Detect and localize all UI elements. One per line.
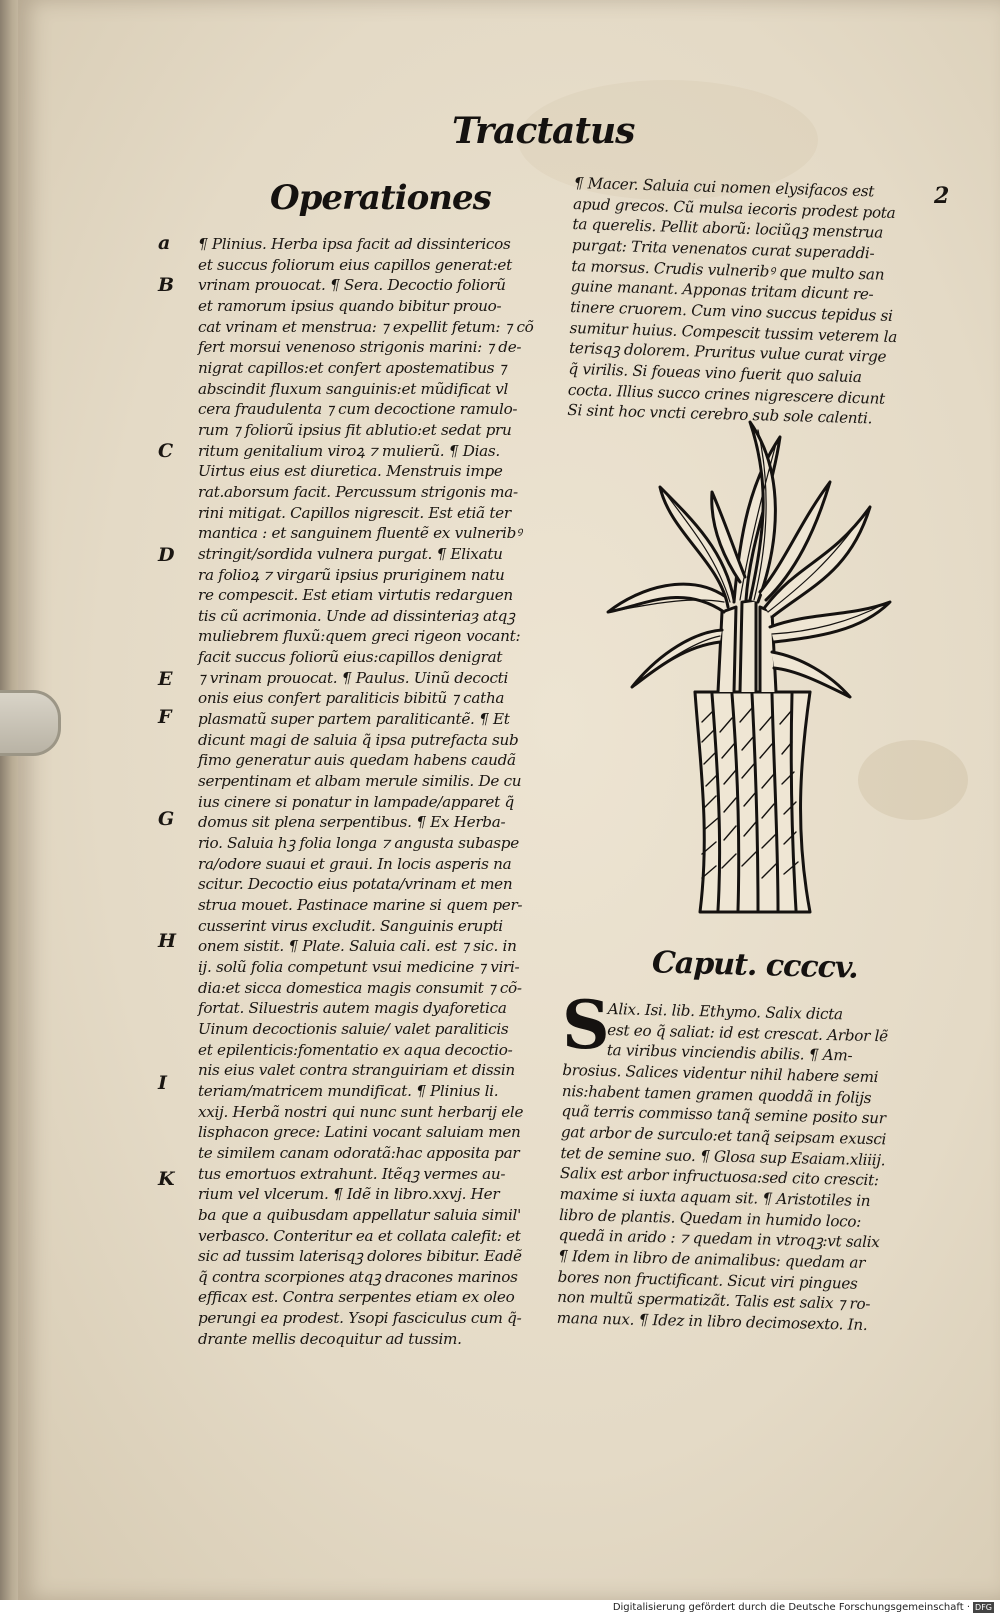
text-line: cat vrinam et menstrua: ⁊ expellit fetum: ⁊ cõ xyxy=(198,317,534,336)
text-line: gat arbor de surculo:et tanq̃ seipsam exusci xyxy=(560,1122,887,1149)
text-line: quã terris commisso tanq̃ semine posito sur xyxy=(561,1102,886,1128)
text-line: purgat: Trita venenatos curat superaddi- xyxy=(571,235,875,263)
text-line: fortat. Siluestris autem magis dyaforetica xyxy=(198,999,507,1018)
text-line: abscindit fluxum sanguinis:et mũdificat vl xyxy=(198,379,509,398)
chapter-heading: Caput. ccccv. xyxy=(651,945,859,986)
marginal-letter-e: E xyxy=(158,668,173,690)
text-line: tis cũ acrimonia. Unde ad dissinteriaȝ atqꝫ xyxy=(198,606,515,625)
text-line: serpentinam et albam merule similis. De cu xyxy=(198,772,522,791)
marginal-letter-f: F xyxy=(158,706,172,728)
text-line: ta querelis. Pellit aborũ: lociũqꝫ menstrua xyxy=(572,215,884,242)
text-line: drante mellis decoquitur ad tussim. xyxy=(198,1329,462,1348)
text-line: verbasco. Conteritur ea et collata calefit: et xyxy=(198,1226,521,1245)
marginal-letter-i: I xyxy=(158,1072,167,1094)
text-line: vrinam prouocat. ¶ Sera. Decoctio foliorũ xyxy=(198,276,506,295)
text-line: ⁊ vrinam prouocat. ¶ Paulus. Uinũ decocti xyxy=(198,668,509,687)
text-line: Alix. Isi. lib. Ethymo. Salix dicta xyxy=(607,999,844,1024)
text-line: rium vel vlcerum. ¶ Idẽ in libro.xxvj. Her xyxy=(198,1185,500,1204)
text-line: Si sint hoc vncti cerebro sub sole calenti. xyxy=(567,401,873,428)
text-line: rat.aborsum facit. Percussum strigonis ma- xyxy=(198,482,518,501)
text-line: Uirtus eius est diuretica. Menstruis impe xyxy=(198,462,503,481)
text-line: apud grecos. Cũ mulsa iecoris prodest pota xyxy=(572,194,896,222)
text-line: cusserint virus excludit. Sanguinis erupti xyxy=(198,916,503,935)
text-line: q̃ contra scorpiones atqꝫ dracones marinos xyxy=(198,1267,518,1286)
text-line: tinere cruorem. Cum vino succus tepidus si xyxy=(570,297,893,325)
text-line: muliebrem fluxũ:quem greci rigeon vocant: xyxy=(198,627,521,646)
text-line: tet de semine suo. ¶ Glosa sup Esaiam.xliiij. xyxy=(560,1143,886,1169)
text-line: plasmatũ super partem paraliticantẽ. ¶ Et xyxy=(198,710,510,729)
text-line: stringit/sordida vulnera purgat. ¶ Elixatu xyxy=(198,544,503,563)
text-line: et epilenticis:fomentatio ex aqua decoctio- xyxy=(198,1040,513,1059)
text-line: ij. solũ folia competunt vsui medicine ⁊ viri- xyxy=(198,957,520,976)
right-column-bottom-text xyxy=(557,998,924,1337)
text-line: maxime si iuxta aquam sit. ¶ Aristotiles in xyxy=(559,1184,871,1210)
text-line: rio. Saluia hꝫ folia longa ⁊ angusta subaspe xyxy=(198,834,519,853)
running-title: Tractatus xyxy=(452,110,635,152)
text-line: rum ⁊ foliorũ ipsius fit ablutio:et sedat pru xyxy=(198,420,512,439)
text-line: cera fraudulenta ⁊ cum decoctione ramulo- xyxy=(198,400,518,419)
marginal-letter-h: H xyxy=(158,930,176,952)
marginal-letter-right: 2 xyxy=(934,183,950,209)
text-line: sumitur huius. Compescit tussim veterem la xyxy=(569,318,898,346)
text-line: q̃ virilis. Si foueas vino fuerit quo saluia xyxy=(568,359,862,387)
text-line: ba que a quibusdam appellatur saluia simil' xyxy=(198,1205,521,1224)
text-line: onem sistit. ¶ Plate. Saluia cali. est ⁊ sic. in xyxy=(198,937,517,956)
text-line: domus sit plena serpentibus. ¶ Ex Herba- xyxy=(198,813,506,832)
text-line: nigrat capillos:et confert apostematibus ⁊ xyxy=(198,358,506,377)
text-line: non multũ spermatizãt. Talis est salix ⁊ ro- xyxy=(557,1288,871,1314)
text-line: ra folioꝝ ⁊ virgarũ ipsius pruriginem natu xyxy=(198,565,505,584)
text-line: ¶ Idem in libro de animalibus: quedam ar xyxy=(557,1246,866,1272)
text-line: fimo generatur auis quedam habens caudã xyxy=(198,751,516,770)
text-line: efficax est. Contra serpentes etiam ex oleo xyxy=(198,1288,515,1307)
text-line: facit succus foliorũ eius:capillos denigrat xyxy=(198,648,503,667)
salvia-woodcut-illustration xyxy=(600,412,900,932)
drop-cap-initial: S xyxy=(562,986,610,1064)
text-line: scitur. Decoctio eius potata/vrinam et men xyxy=(198,875,513,894)
section-heading-operationes: Operationes xyxy=(270,178,491,218)
marginal-letter-b: B xyxy=(158,274,175,296)
page-clip xyxy=(0,690,61,756)
text-line: bores non fructificant. Sicut viri pingues xyxy=(557,1267,858,1293)
text-line: mana nux. ¶ Idez in libro decimosexto. In. xyxy=(556,1308,868,1334)
text-line: perungi ea prodest. Ysopi fasciculus cum q̃- xyxy=(198,1309,522,1328)
text-line: Uinum decoctionis saluie/ valet paraliticis xyxy=(198,1019,509,1038)
text-line: ta viribus vinciendis abilis. ¶ Am- xyxy=(606,1041,853,1065)
text-line: ius cinere si ponatur in lampade/apparet q̃ xyxy=(198,792,514,811)
text-line: ra/odore suaui et graui. In locis asperis na xyxy=(198,854,512,873)
text-line: ta morsus. Crudis vulneribꝰ que multo san xyxy=(571,256,885,284)
text-line: sic ad tussim laterisqꝫ dolores bibitur. Eadẽ xyxy=(198,1247,522,1266)
digitization-footer xyxy=(0,1600,1000,1616)
dfg-logo: DFG xyxy=(975,1602,992,1612)
text-line: nis:habent tamen gramen quoddã in folijs xyxy=(561,1081,872,1107)
text-line: brosius. Salices videntur nihil habere semi xyxy=(562,1060,879,1087)
text-line: ¶ Plinius. Herba ipsa facit ad dissintericos xyxy=(198,235,511,253)
text-line: et succus foliorum eius capillos generat:et xyxy=(198,255,512,274)
marginal-letter-a: a xyxy=(158,232,171,254)
marginal-letter-k: K xyxy=(158,1168,175,1190)
text-line: et ramorum ipsius quando bibitur prouo- xyxy=(198,296,502,315)
text-line: teriam/matricem mundificat. ¶ Plinius li. xyxy=(198,1081,499,1100)
text-line: terisqꝫ dolorem. Pruritus vulue curat virge xyxy=(568,339,887,367)
marginal-letter-g: G xyxy=(158,808,175,830)
right-column-top-text xyxy=(567,173,934,431)
text-line: guine manant. Apponas tritam dicunt re- xyxy=(570,277,874,304)
text-line: mantica : et sanguinem fluentẽ ex vulneribꝰ xyxy=(198,524,522,543)
text-line: lisphacon grece: Latini vocant saluiam men xyxy=(198,1123,521,1142)
text-line: quedã in arido : ⁊ quedam in vtroqꝫ:vt salix xyxy=(558,1226,880,1252)
text-line: Salix est arbor infructuosa:sed cito crescit: xyxy=(559,1164,879,1190)
footer-text: Digitalisierung gefördert durch die Deutsche Forschungsgemeinschaft · xyxy=(612,1602,971,1613)
text-line: dia:et sicca domestica magis consumit ⁊ cõ- xyxy=(198,978,522,997)
marginal-letter-d: D xyxy=(158,544,175,566)
text-line: ¶ Macer. Saluia cui nomen elysifacos est xyxy=(573,173,875,201)
text-line: onis eius confert paraliticis bibitũ ⁊ catha xyxy=(198,689,505,708)
text-line: fert morsui venenoso strigonis marini: ⁊ de- xyxy=(198,338,522,357)
text-line: te similem canam odoratã:hac apposita par xyxy=(198,1143,520,1162)
text-line: re compescit. Est etiam virtutis redarguen xyxy=(198,586,513,605)
text-line: strua mouet. Pastinace marine si quem per- xyxy=(198,896,523,914)
text-line: xxij. Herbã nostri qui nunc sunt herbarij ele xyxy=(198,1102,524,1121)
text-line: libro de plantis. Quedam in humido loco: xyxy=(558,1205,862,1231)
text-line: ritum genitalium viroꝝ ⁊ mulierũ. ¶ Dias. xyxy=(198,441,500,460)
marginal-letter-c: C xyxy=(158,440,174,462)
text-line: nis eius valet contra stranguiriam et dissin xyxy=(198,1061,515,1080)
text-line: est eo q̃ saliat: id est crescat. Arbor lẽ xyxy=(607,1020,889,1046)
left-column-text xyxy=(198,234,548,1349)
text-line: rini mitigat. Capillos nigrescit. Est etiã ter xyxy=(198,503,511,522)
text-line: cocta. Illius succo crines nigrescere dicunt xyxy=(567,380,886,408)
text-line: tus emortuos extrahunt. Itẽqꝫ vermes au- xyxy=(198,1164,506,1183)
text-line: dicunt magi de saluia q̃ ipsa putrefacta sub xyxy=(198,730,519,749)
